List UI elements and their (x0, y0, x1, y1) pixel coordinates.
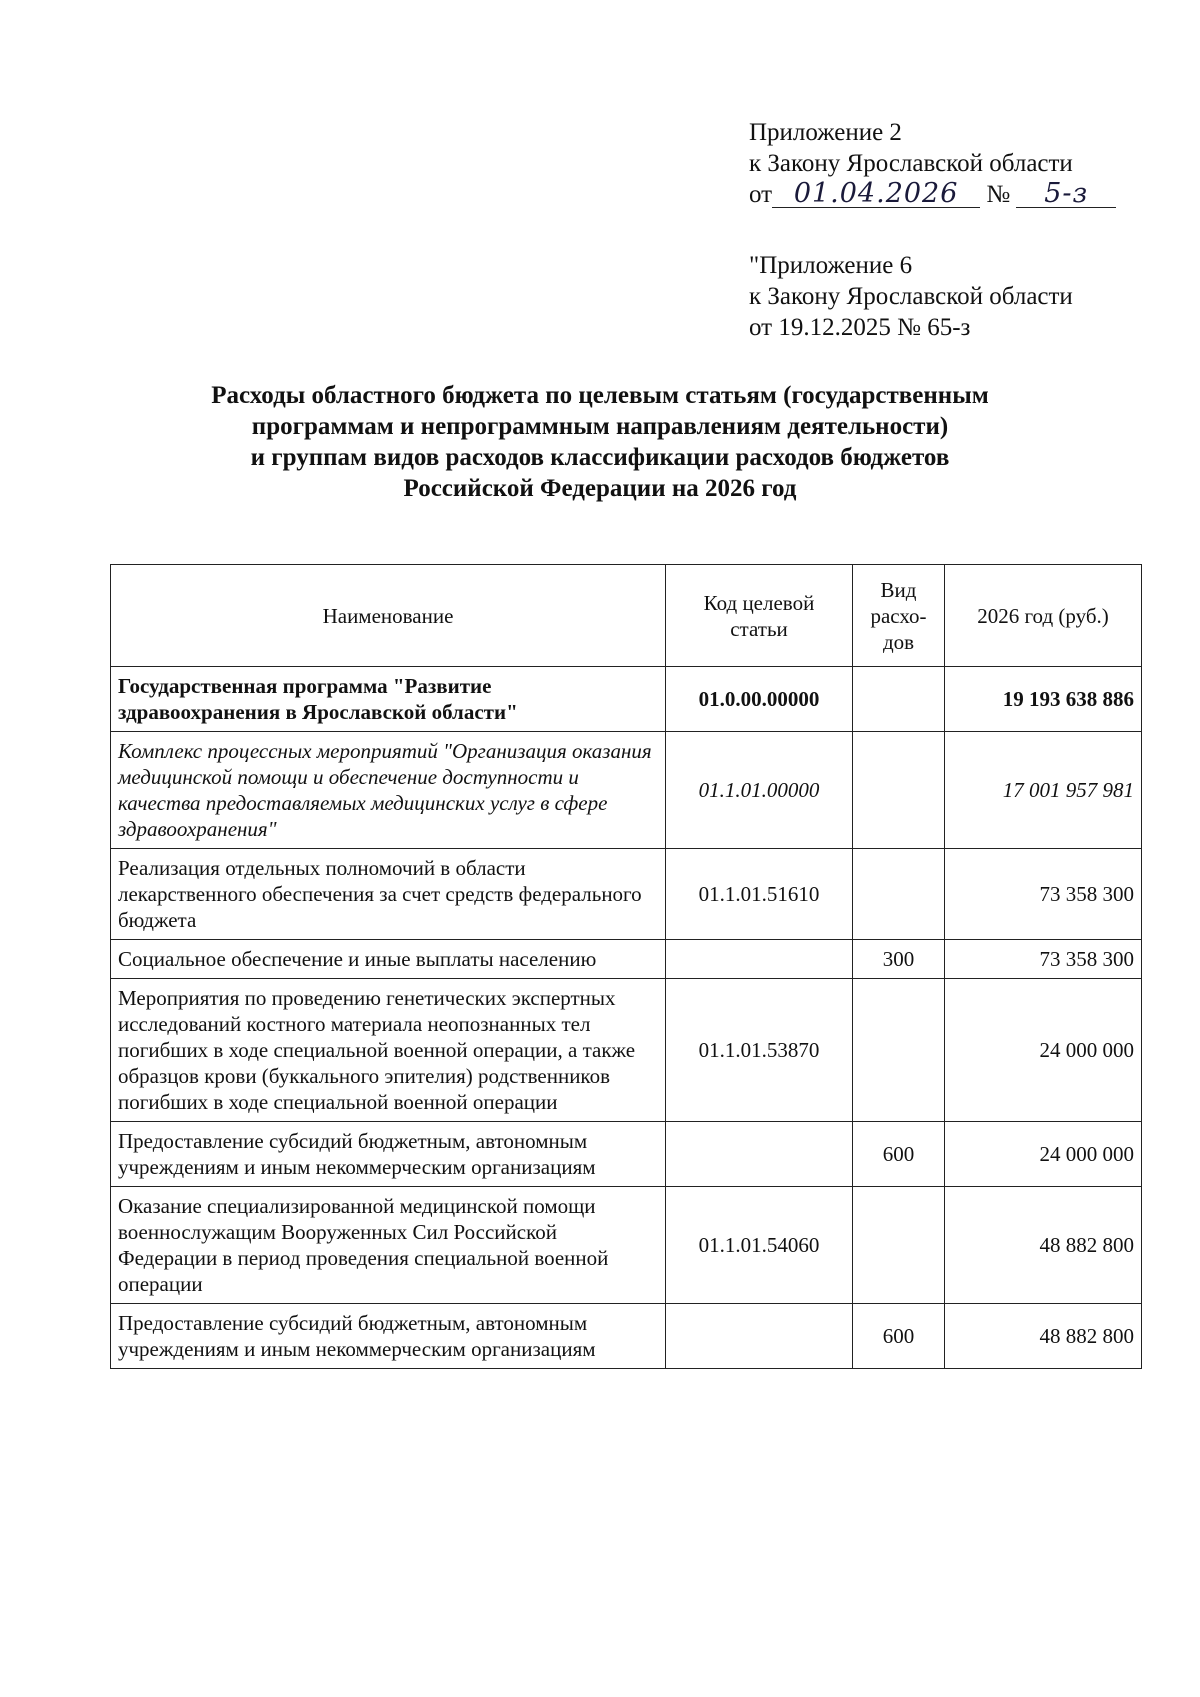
previous-appendix-title: "Приложение 6 (749, 252, 913, 279)
table-row (111, 1187, 1142, 1304)
table-row (111, 732, 1142, 849)
cell-code (666, 1304, 853, 1369)
cell-code (666, 940, 853, 979)
cell-name: Предоставление субсидий бюджетным, автономным учреждениям и иным некоммерческим организациям (111, 1122, 666, 1187)
handwritten-date: 01.04.2026 (772, 181, 980, 208)
header-kind: Вид расхо-дов (853, 565, 945, 667)
appendix-law: к Закону Ярославской области (749, 150, 1073, 177)
number-sign: № (986, 181, 1011, 208)
cell-name: Оказание специализированной медицинской помощи военнослужащим Вооруженных Сил Российской Федерации в период проведения специальной военной операции (111, 1187, 666, 1304)
date-prefix: от (749, 181, 773, 208)
document-title (140, 380, 1060, 504)
table-row (111, 979, 1142, 1122)
handwritten-number: 5-з (1016, 181, 1116, 208)
cell-name: Государственная программа "Развитие здравоохранения в Ярославской области" (111, 667, 666, 732)
cell-kind (853, 1187, 945, 1304)
header-code: Код целевой статьи (666, 565, 853, 667)
cell-kind: 600 (853, 1304, 945, 1369)
header-name: Наименование (111, 565, 666, 667)
cell-name: Социальное обеспечение и иные выплаты населению (111, 940, 666, 979)
cell-code: 01.0.00.00000 (666, 667, 853, 732)
appendix-date-line (749, 179, 1116, 210)
cell-kind: 600 (853, 1122, 945, 1187)
cell-name: Реализация отдельных полномочий в области лекарственного обеспечения за счет средств федерального бюджета (111, 849, 666, 940)
previous-appendix-law: к Закону Ярославской области (749, 283, 1073, 310)
appendix-title: Приложение 2 (749, 119, 902, 146)
title-line-1: Расходы областного бюджета по целевым статьям (государственным (211, 382, 989, 409)
table-row (111, 1304, 1142, 1369)
cell-amount: 48 882 800 (945, 1304, 1142, 1369)
cell-amount: 73 358 300 (945, 940, 1142, 979)
previous-appendix-block (749, 250, 1073, 343)
title-line-4: Российской Федерации на 2026 год (403, 475, 797, 502)
cell-code (666, 1122, 853, 1187)
table-row (111, 1122, 1142, 1187)
cell-amount: 24 000 000 (945, 1122, 1142, 1187)
cell-name: Предоставление субсидий бюджетным, автономным учреждениям и иным некоммерческим организациям (111, 1304, 666, 1369)
cell-kind (853, 979, 945, 1122)
cell-code: 01.1.01.54060 (666, 1187, 853, 1304)
cell-code: 01.1.01.53870 (666, 979, 853, 1122)
cell-amount: 24 000 000 (945, 979, 1142, 1122)
cell-amount: 48 882 800 (945, 1187, 1142, 1304)
appendix-block (749, 117, 1116, 210)
cell-name: Мероприятия по проведению генетических экспертных исследований костного материала неопознанных тел погибших в ходе специальной военной операции, а также образцов крови (буккального эпителия) родственников погибших в ходе специальной военной операции (111, 979, 666, 1122)
cell-kind (853, 849, 945, 940)
cell-kind (853, 667, 945, 732)
table-header-row (111, 565, 1142, 667)
cell-name: Комплекс процессных мероприятий "Организация оказания медицинской помощи и обеспечение доступности и качества предоставляемых медицинских услуг в сфере здравоохранения" (111, 732, 666, 849)
cell-code: 01.1.01.00000 (666, 732, 853, 849)
table-row (111, 667, 1142, 732)
header-amount: 2026 год (руб.) (945, 565, 1142, 667)
cell-kind: 300 (853, 940, 945, 979)
table-body (111, 667, 1142, 1369)
cell-kind (853, 732, 945, 849)
previous-appendix-date: от 19.12.2025 № 65-з (749, 314, 971, 341)
cell-amount: 17 001 957 981 (945, 732, 1142, 849)
title-line-3: и группам видов расходов классификации расходов бюджетов (250, 444, 950, 471)
table-row (111, 849, 1142, 940)
table-row (111, 940, 1142, 979)
cell-amount: 19 193 638 886 (945, 667, 1142, 732)
cell-amount: 73 358 300 (945, 849, 1142, 940)
budget-table (110, 564, 1142, 1369)
cell-code: 01.1.01.51610 (666, 849, 853, 940)
title-line-2: программам и непрограммным направлениям деятельности) (251, 413, 949, 440)
